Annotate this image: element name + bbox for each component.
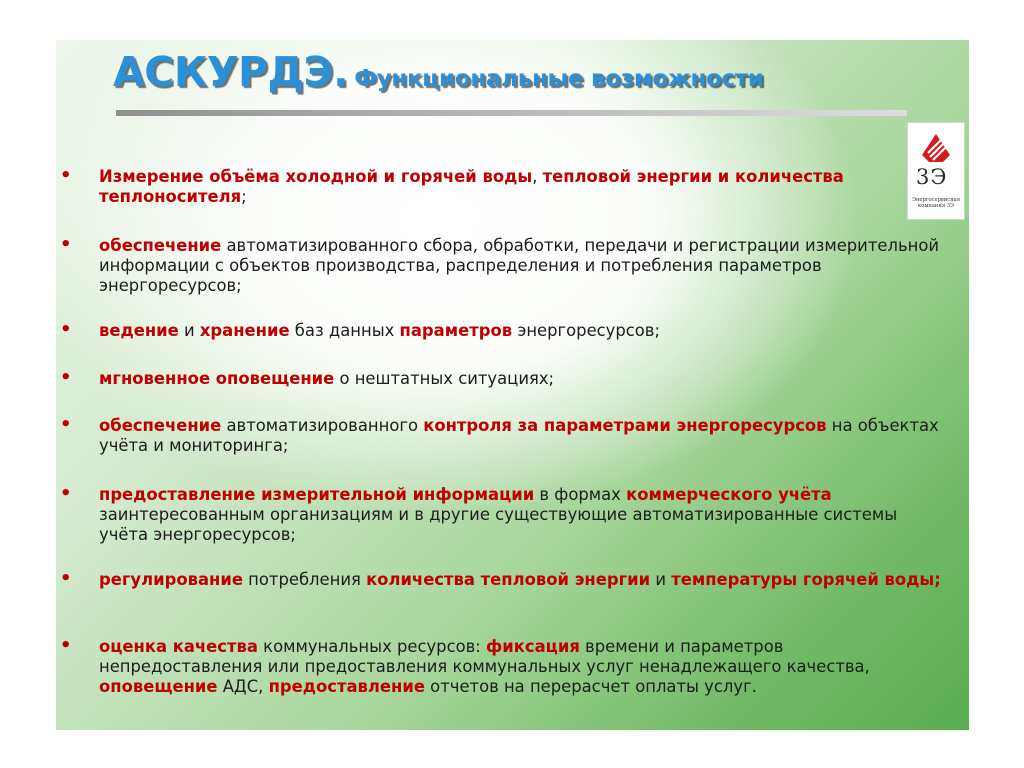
plain-text: потребления [242,570,367,589]
logo-text: 3Э [916,165,948,189]
slide-title [113,48,764,96]
plain-text: автоматизированного [221,416,424,435]
plain-text: коммунальных ресурсов: [257,637,487,656]
bullet-marker: • [60,483,72,504]
emphasis-text: температуры горячей воды; [671,570,941,589]
slide [56,40,969,730]
list-item-text [99,637,945,697]
emphasis-text: количества тепловой энергии [366,570,651,589]
emphasis-text: предоставление [268,677,425,696]
plain-text: и [650,570,672,589]
list-item-text [99,165,948,207]
bullet-marker: • [60,414,72,435]
list-item-text [99,321,945,341]
plain-text: и [178,321,200,340]
list-item-text [99,485,945,545]
plain-text: времени и параметров непредоставления или предоставления коммунальных услуг ненадлежащего качества, [99,637,870,676]
plain-text: энергоресурсов; [512,321,660,340]
bullet-marker: • [60,319,72,340]
emphasis-text: параметров [399,321,513,340]
bullet-marker: • [60,635,72,656]
emphasis-text: коммерческого учёта [626,485,832,504]
bullet-marker: • [60,367,72,388]
plain-text: автоматизированного сбора, обработки, передачи и регистрации измерительной информации с объектов производства, распределения и потребления параметров энергоресурсов; [99,236,939,295]
list-item-text [99,416,945,456]
emphasis-text: предоставление измерительной информации [99,485,535,504]
title-underline [116,110,907,116]
plain-text: отчетов на перерасчет оплаты услуг. [424,677,757,696]
emphasis-text: оценка качества [99,637,258,656]
emphasis-text: оповещение [99,677,218,696]
emphasis-text: фиксация [486,637,580,656]
emphasis-text: ведение [99,321,179,340]
bullet-marker: • [60,568,72,589]
list-item-text [99,570,945,590]
emphasis-text: обеспечение [99,416,222,435]
emphasis-text: тепловой энергии и количества теплоносителя [99,167,844,206]
emphasis-text: хранение [199,321,290,340]
plain-text: о нештатных ситуациях; [334,369,555,388]
plain-text: ; [241,187,247,206]
emphasis-text: регулирование [99,570,243,589]
flame-logo-icon [918,131,954,165]
title-subtitle: Функциональные возможности [354,66,764,92]
bullet-marker: • [60,165,72,186]
plain-text: на объектах учёта и мониторинга; [99,416,939,455]
list-item-text [99,369,945,389]
plain-text: АДС, [217,677,269,696]
emphasis-text: мгновенное оповещение [99,369,335,388]
bullet-marker: • [60,234,72,255]
plain-text: баз данных [289,321,400,340]
list-item-text [99,236,945,296]
emphasis-text: контроля за параметрами энергоресурсов [423,416,827,435]
plain-text: , [532,167,543,186]
title-main: АСКУРДЭ. [113,48,349,96]
plain-text: в формах [534,485,627,504]
logo-caption: Энергосервисная компания 3Э [911,197,961,209]
emphasis-text: обеспечение [99,236,222,255]
emphasis-text: Измерение объёма холодной и горячей воды [99,167,533,186]
plain-text: заинтересованным организациям и в другие существующие автоматизированные системы учёта энергоресурсов; [99,505,898,544]
